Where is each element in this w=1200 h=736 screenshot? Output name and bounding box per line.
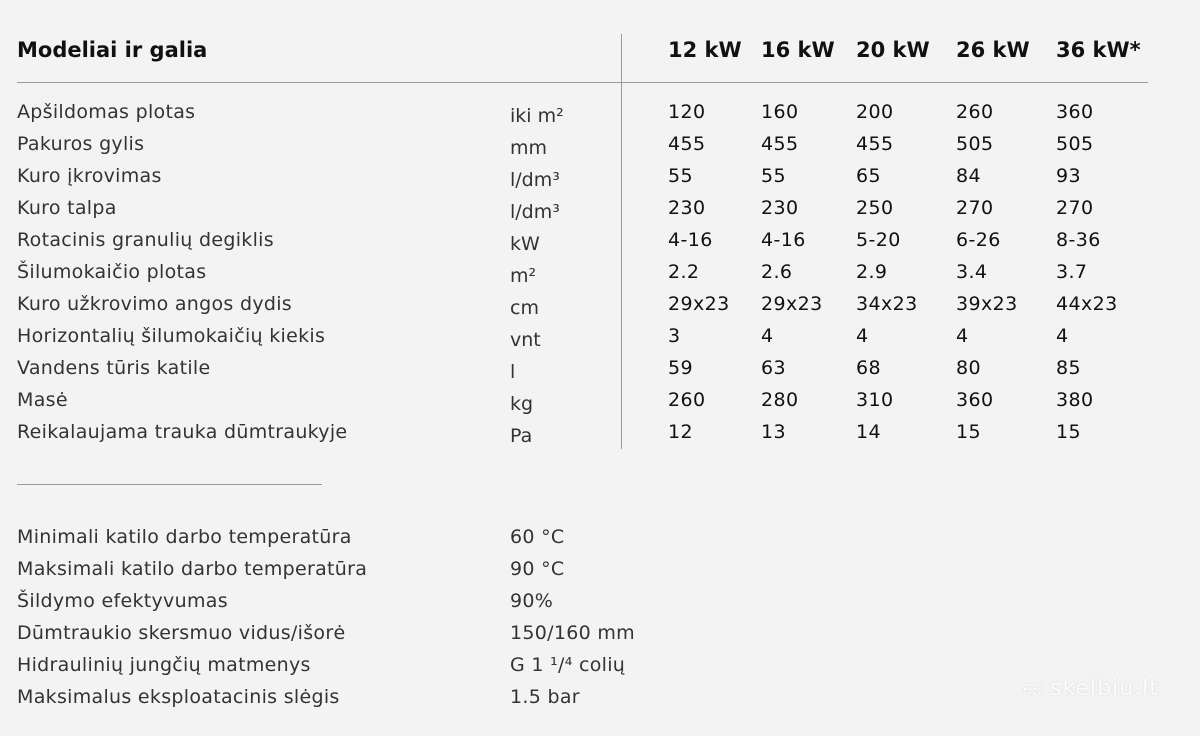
model-header-16kw: 16 kW [761, 38, 835, 62]
spec-value: 59 [668, 357, 693, 379]
spec-label: Šilumokaičio plotas [17, 261, 207, 283]
parameter-value: 1.5 bar [510, 686, 580, 708]
spec-value: 65 [856, 165, 881, 187]
spec-label: Kuro įkrovimas [17, 165, 162, 187]
spec-value: 250 [856, 197, 894, 219]
spec-label: Horizontalių šilumokaičių kiekis [17, 325, 326, 347]
spec-value: 200 [856, 101, 894, 123]
list-item [0, 620, 1200, 652]
spec-value: 3.7 [1056, 261, 1088, 283]
spec-unit: mm [510, 137, 548, 159]
spec-value: 270 [956, 197, 994, 219]
table-row [0, 163, 1200, 195]
spec-value: 63 [761, 357, 786, 379]
spec-value: 15 [1056, 421, 1081, 443]
spec-value: 4 [956, 325, 969, 347]
spec-value: 85 [1056, 357, 1081, 379]
spec-value: 34x23 [856, 293, 918, 315]
spec-value: 120 [668, 101, 706, 123]
table-row [0, 419, 1200, 451]
table-row [0, 387, 1200, 419]
spec-value: 2.6 [761, 261, 793, 283]
spec-label: Pakuros gylis [17, 133, 145, 155]
spec-label: Rotacinis granulių degiklis [17, 229, 274, 251]
spec-value: 270 [1056, 197, 1094, 219]
spec-value: 5-20 [856, 229, 901, 251]
spec-value: 455 [761, 133, 799, 155]
spec-value: 2.2 [668, 261, 700, 283]
table-row [0, 323, 1200, 355]
spec-unit: m² [510, 265, 537, 287]
parameter-value: 90 °C [510, 558, 565, 580]
spec-value: 2.9 [856, 261, 888, 283]
spec-value: 230 [761, 197, 799, 219]
spec-unit: kg [510, 393, 534, 415]
parameter-value: 60 °C [510, 526, 565, 548]
spec-unit: Pa [510, 425, 533, 447]
spec-value: 14 [856, 421, 881, 443]
skelbiu-logo-icon [1022, 681, 1044, 697]
spec-value: 4 [761, 325, 774, 347]
parameter-label: Šildymo efektyvumas [17, 590, 228, 612]
spec-value: 455 [668, 133, 706, 155]
spec-value: 8-36 [1056, 229, 1101, 251]
model-header-12kw: 12 kW [668, 38, 742, 62]
spec-label: Kuro užkrovimo angos dydis [17, 293, 292, 315]
table-row [0, 259, 1200, 291]
spec-value: 44x23 [1056, 293, 1118, 315]
spec-unit: cm [510, 297, 539, 319]
spec-value: 160 [761, 101, 799, 123]
spec-value: 4 [1056, 325, 1069, 347]
spec-value: 4-16 [761, 229, 806, 251]
spec-label: Apšildomas plotas [17, 101, 196, 123]
spec-value: 380 [1056, 389, 1094, 411]
watermark [1022, 676, 1159, 701]
spec-value: 310 [856, 389, 894, 411]
spec-unit: kW [510, 233, 540, 255]
spec-value: 55 [761, 165, 786, 187]
spec-unit: l [510, 361, 516, 383]
list-item [0, 652, 1200, 684]
spec-value: 3 [668, 325, 681, 347]
parameter-label: Maksimali katilo darbo temperatūra [17, 558, 368, 580]
spec-value: 4 [856, 325, 869, 347]
spec-label: Vandens tūris katile [17, 357, 211, 379]
spec-value: 505 [956, 133, 994, 155]
list-item [0, 524, 1200, 556]
spec-value: 505 [1056, 133, 1094, 155]
spec-value: 29x23 [761, 293, 823, 315]
parameter-value: 90% [510, 590, 554, 612]
spec-value: 260 [668, 389, 706, 411]
spec-value: 39x23 [956, 293, 1018, 315]
spec-value: 13 [761, 421, 786, 443]
spec-value: 93 [1056, 165, 1081, 187]
spec-unit: l/dm³ [510, 201, 560, 223]
list-item [0, 684, 1200, 716]
spec-value: 84 [956, 165, 981, 187]
spec-value: 68 [856, 357, 881, 379]
spec-value: 29x23 [668, 293, 730, 315]
parameter-value: 150/160 mm [510, 622, 635, 644]
spec-value: 55 [668, 165, 693, 187]
list-item [0, 588, 1200, 620]
spec-value: 12 [668, 421, 693, 443]
spec-value: 4-16 [668, 229, 713, 251]
spec-value: 360 [956, 389, 994, 411]
spec-unit: l/dm³ [510, 169, 560, 191]
table-row [0, 291, 1200, 323]
spec-label: Masė [17, 389, 68, 411]
spec-value: 360 [1056, 101, 1094, 123]
list-item [0, 556, 1200, 588]
spec-value: 280 [761, 389, 799, 411]
table-title: Modeliai ir galia [17, 38, 208, 62]
parameter-value: G 1 ¹/⁴ colių [510, 654, 626, 676]
spec-value: 3.4 [956, 261, 988, 283]
model-header-20kw: 20 kW [856, 38, 930, 62]
header-divider [17, 82, 1148, 83]
watermark-text: skelbiu.lt [1050, 676, 1159, 701]
spec-unit: vnt [510, 329, 541, 351]
table-row [0, 195, 1200, 227]
spec-value: 455 [856, 133, 894, 155]
table-row [0, 131, 1200, 163]
spec-value: 6-26 [956, 229, 1001, 251]
table-row [0, 99, 1200, 131]
spec-value: 230 [668, 197, 706, 219]
parameter-label: Dūmtraukio skersmuo vidus/išorė [17, 622, 346, 644]
spec-value: 15 [956, 421, 981, 443]
model-header-36kw: 36 kW* [1056, 38, 1141, 62]
spec-unit: iki m² [510, 105, 564, 127]
table-row [0, 355, 1200, 387]
parameter-label: Minimali katilo darbo temperatūra [17, 526, 352, 548]
spec-value: 260 [956, 101, 994, 123]
spec-label: Reikalaujama trauka dūmtraukyje [17, 421, 348, 443]
section-divider [17, 484, 322, 485]
spec-label: Kuro talpa [17, 197, 117, 219]
parameter-label: Hidraulinių jungčių matmenys [17, 654, 311, 676]
spec-value: 80 [956, 357, 981, 379]
parameter-label: Maksimalus eksploatacinis slėgis [17, 686, 340, 708]
table-row [0, 227, 1200, 259]
model-header-26kw: 26 kW [956, 38, 1030, 62]
